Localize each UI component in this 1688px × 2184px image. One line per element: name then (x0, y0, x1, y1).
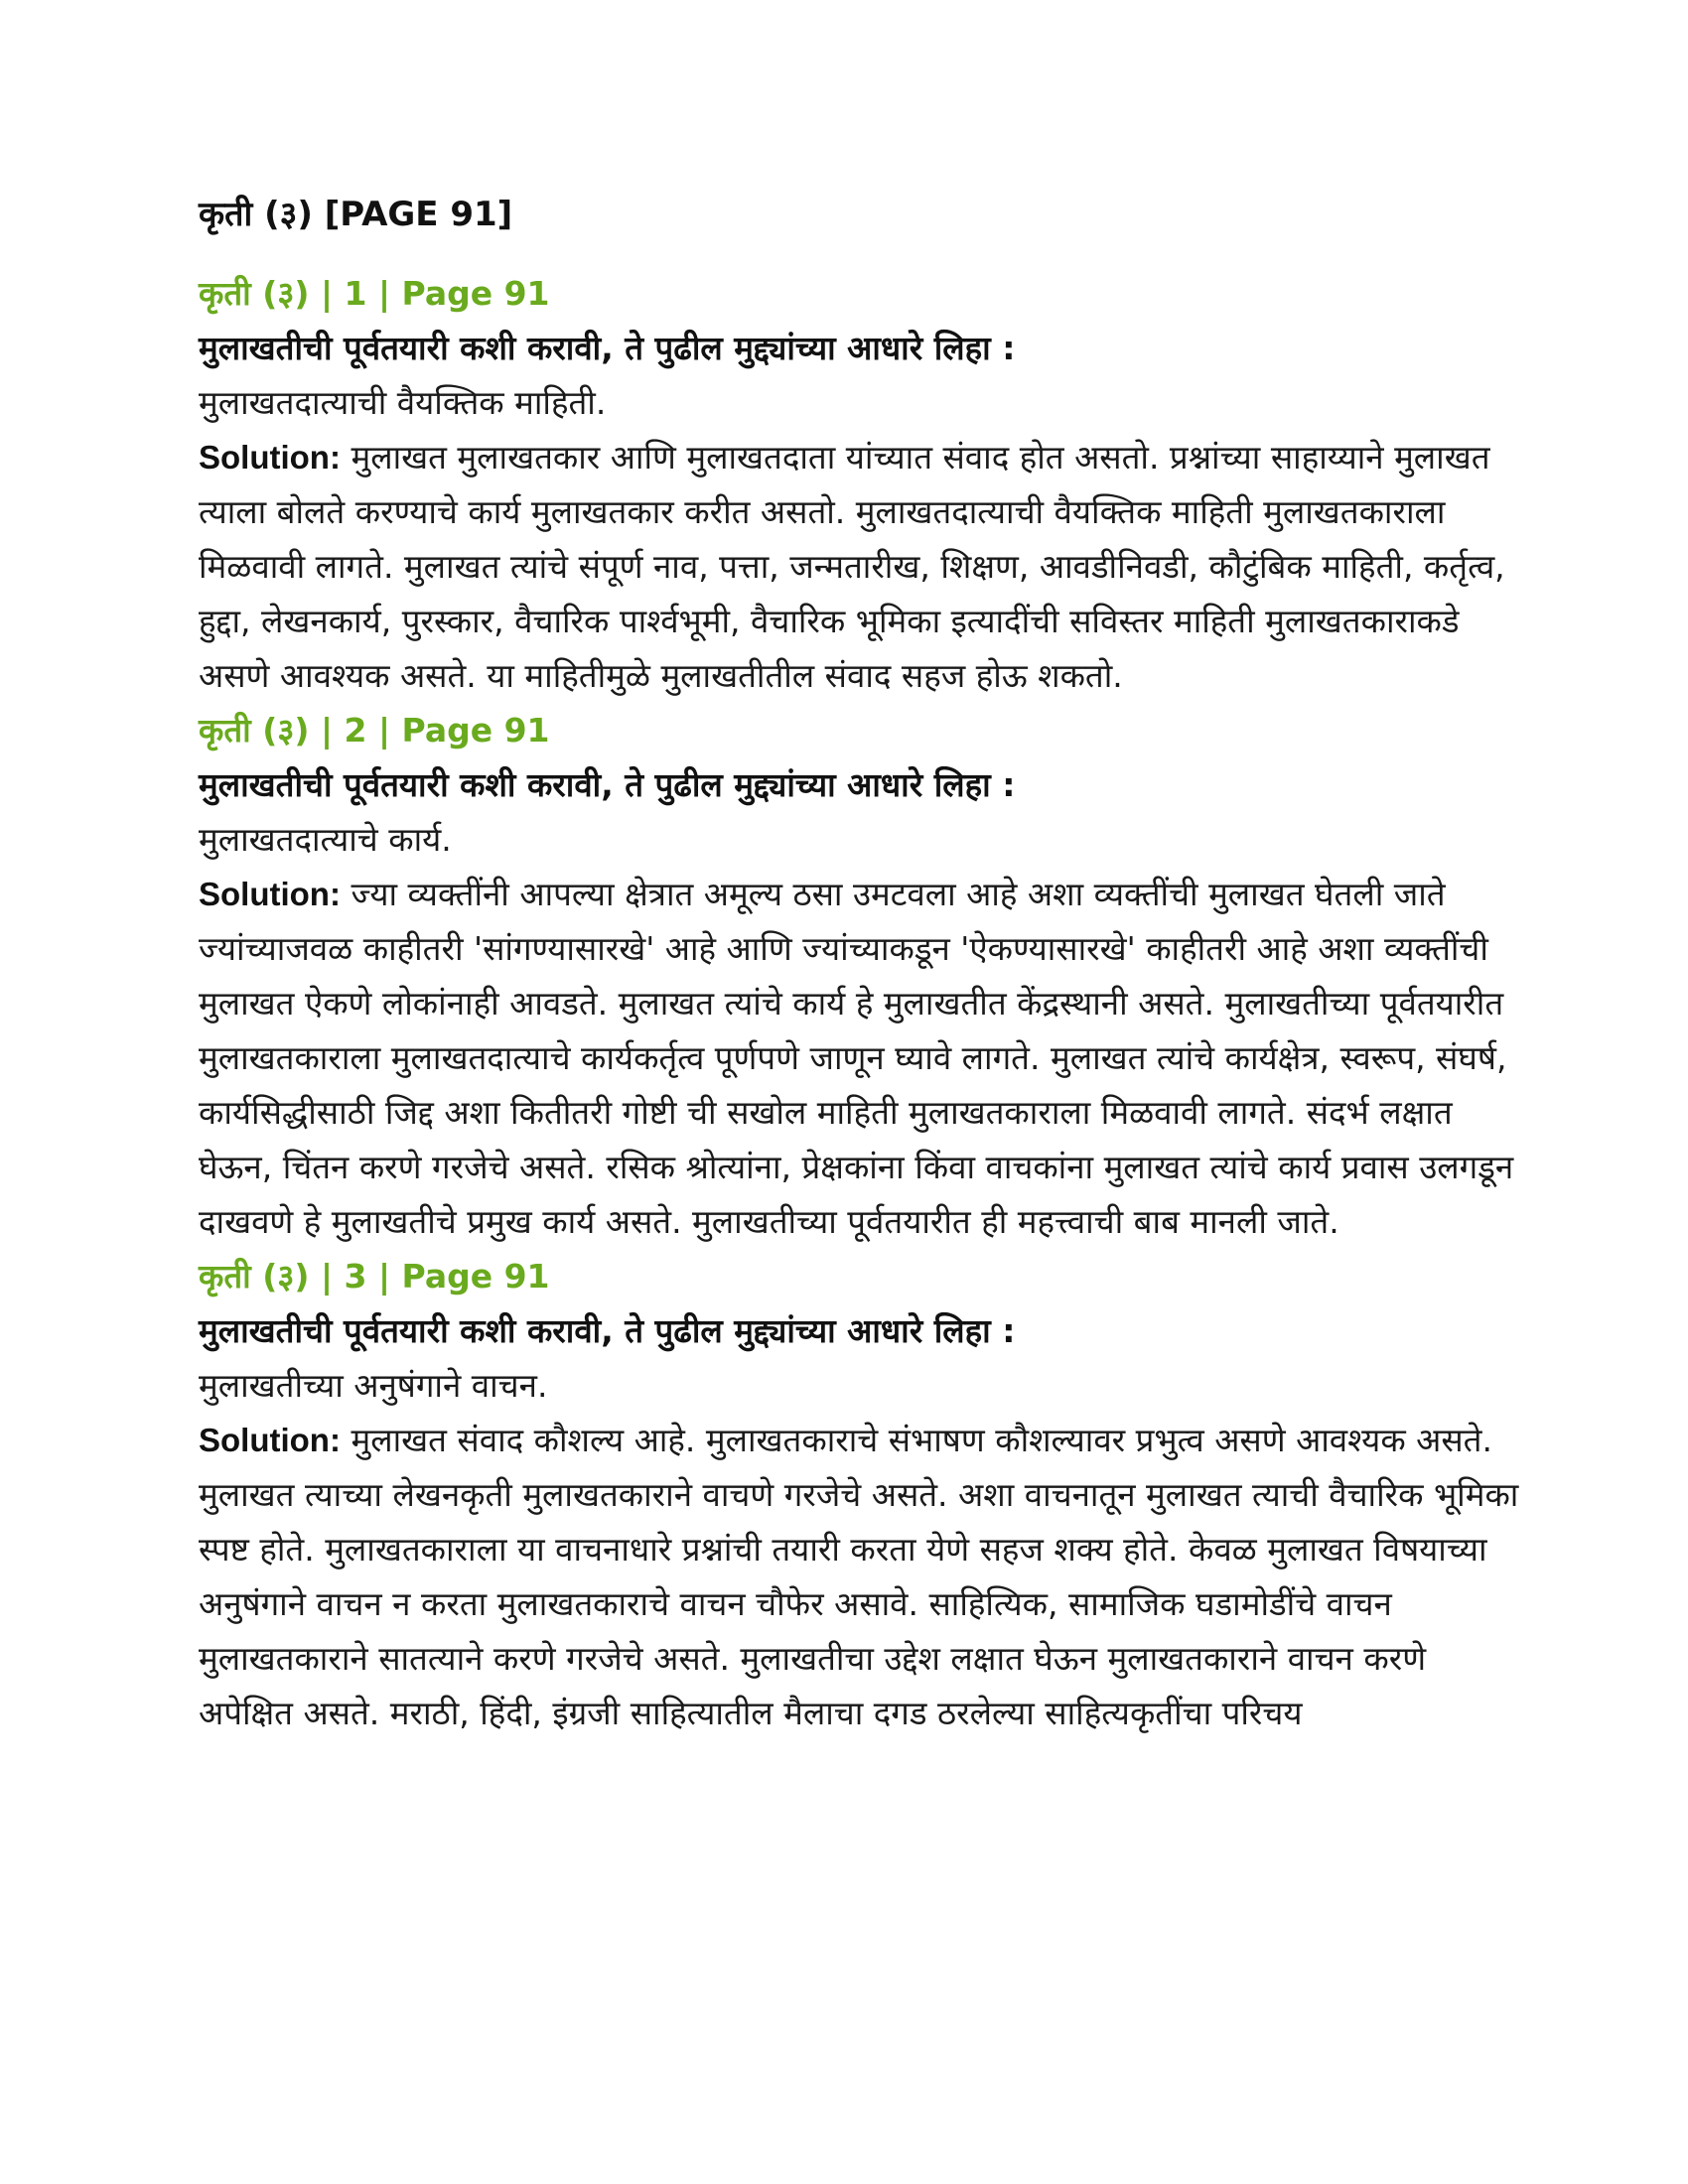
solution-label: Solution: (199, 876, 341, 912)
question-solution (199, 867, 1519, 1249)
solution-text: ज्या व्यक्तींनी आपल्या क्षेत्रात अमूल्य ठसा उमटवला आहे अशा व्यक्तींची मुलाखत घेतली जाते ज्यांच्याजवळ काहीतरी 'सांगण्यासारखे' आहे आणि ज्यांच्याकडून 'ऐकण्यासारखे' काहीतरी आहे अशा व्यक्तींची मुलाखत ऐकणे लोकांनाही आवडते. मुलाखत त्यांचे कार्य हे मुलाखतीत केंद्रस्थानी असते. मुलाखतीच्या पूर्वतयारीत मुलाखतकाराला मुलाखतदात्याचे कार्यकर्तृत्व पूर्णपणे जाणून घ्यावे लागते. मुलाखत त्यांचे कार्यक्षेत्र, स्वरूप, संघर्ष, कार्यसिद्धीसाठी जिद्द अशा कितीतरी गोष्टी ची सखोल माहिती मुलाखतकाराला मिळवावी लागते. संदर्भ लक्षात घेऊन, चिंतन करणे गरजेचे असते. रसिक श्रोत्यांना, प्रेक्षकांना किंवा वाचकांना मुलाखत त्यांचे कार्य प्रवास उलगडून दाखवणे हे मुलाखतीचे प्रमुख कार्य असते. मुलाखतीच्या पूर्वतयारीत ही महत्त्वाची बाब मानली जाते. (199, 875, 1514, 1241)
question-topic: मुलाखतदात्याचे कार्य. (199, 820, 452, 859)
question-block-1 (199, 266, 1519, 703)
question-solution (199, 430, 1519, 703)
question-block-2 (199, 703, 1519, 1249)
solution-text: मुलाखत मुलाखतकार आणि मुलाखतदाता यांच्यात संवाद होत असतो. प्रश्नांच्या साहाय्याने मुलाखत त्याला बोलते करण्याचे कार्य मुलाखतकार करीत असतो. मुलाखतदात्याची वैयक्तिक माहिती मुलाखतकाराला मिळवावी लागते. मुलाखत त्यांचे संपूर्ण नाव, पत्ता, जन्मतारीख, शिक्षण, आवडीनिवडी, कौटुंबिक माहिती, कर्तृत्व, हुद्दा, लेखनकार्य, पुरस्कार, वैचारिक पार्श्वभूमी, वैचारिक भूमिका इत्यादींची सविस्तर माहिती मुलाखतकाराकडे असणे आवश्यक असते. या माहितीमुळे मुलाखतीतील संवाद सहज होऊ शकतो. (199, 438, 1505, 695)
question-label: कृती (३) | 1 | Page 91 (199, 274, 550, 313)
question-topic: मुलाखतीच्या अनुषंगाने वाचन. (199, 1366, 548, 1405)
page-heading: कृती (३) [PAGE 91] (199, 195, 513, 234)
question-label: कृती (३) | 3 | Page 91 (199, 1257, 550, 1296)
document-page (199, 189, 1519, 1740)
question-block-3 (199, 1249, 1519, 1740)
question-prompt: मुलाखतीची पूर्वतयारी कशी करावी, ते पुढील मुद्द्यांच्या आधारे लिहा : (199, 329, 1016, 367)
solution-label: Solution: (199, 1422, 341, 1458)
solution-text: मुलाखत संवाद कौशल्य आहे. मुलाखतकाराचे संभाषण कौशल्यावर प्रभुत्व असणे आवश्यक असते. मुलाखत त्याच्या लेखनकृती मुलाखतकाराने वाचणे गरजेचे असते. अशा वाचनातून मुलाखत त्याची वैचारिक भूमिका स्पष्ट होते. मुलाखतकाराला या वाचनाधारे प्रश्नांची तयारी करता येणे सहज शक्य होते. केवळ मुलाखत विषयाच्या अनुषंगाने वाचन न करता मुलाखतकाराचे वाचन चौफेर असावे. साहित्यिक, सामाजिक घडामोडींचे वाचन मुलाखतकाराने सातत्याने करणे गरजेचे असते. मुलाखतीचा उद्देश लक्षात घेऊन मुलाखतकाराने वाचन करणे अपेक्षित असते. मराठी, हिंदी, इंग्रजी साहित्यातील मैलाचा दगड ठरलेल्या साहित्यकृतींचा परिचय (199, 1421, 1519, 1732)
question-prompt: मुलाखतीची पूर्वतयारी कशी करावी, ते पुढील मुद्द्यांच्या आधारे लिहा : (199, 765, 1016, 804)
question-solution (199, 1413, 1519, 1740)
solution-label: Solution: (199, 439, 341, 476)
question-prompt: मुलाखतीची पूर्वतयारी कशी करावी, ते पुढील मुद्द्यांच्या आधारे लिहा : (199, 1311, 1016, 1350)
question-label: कृती (३) | 2 | Page 91 (199, 711, 550, 750)
question-topic: मुलाखतदात्याची वैयक्तिक माहिती. (199, 383, 607, 422)
